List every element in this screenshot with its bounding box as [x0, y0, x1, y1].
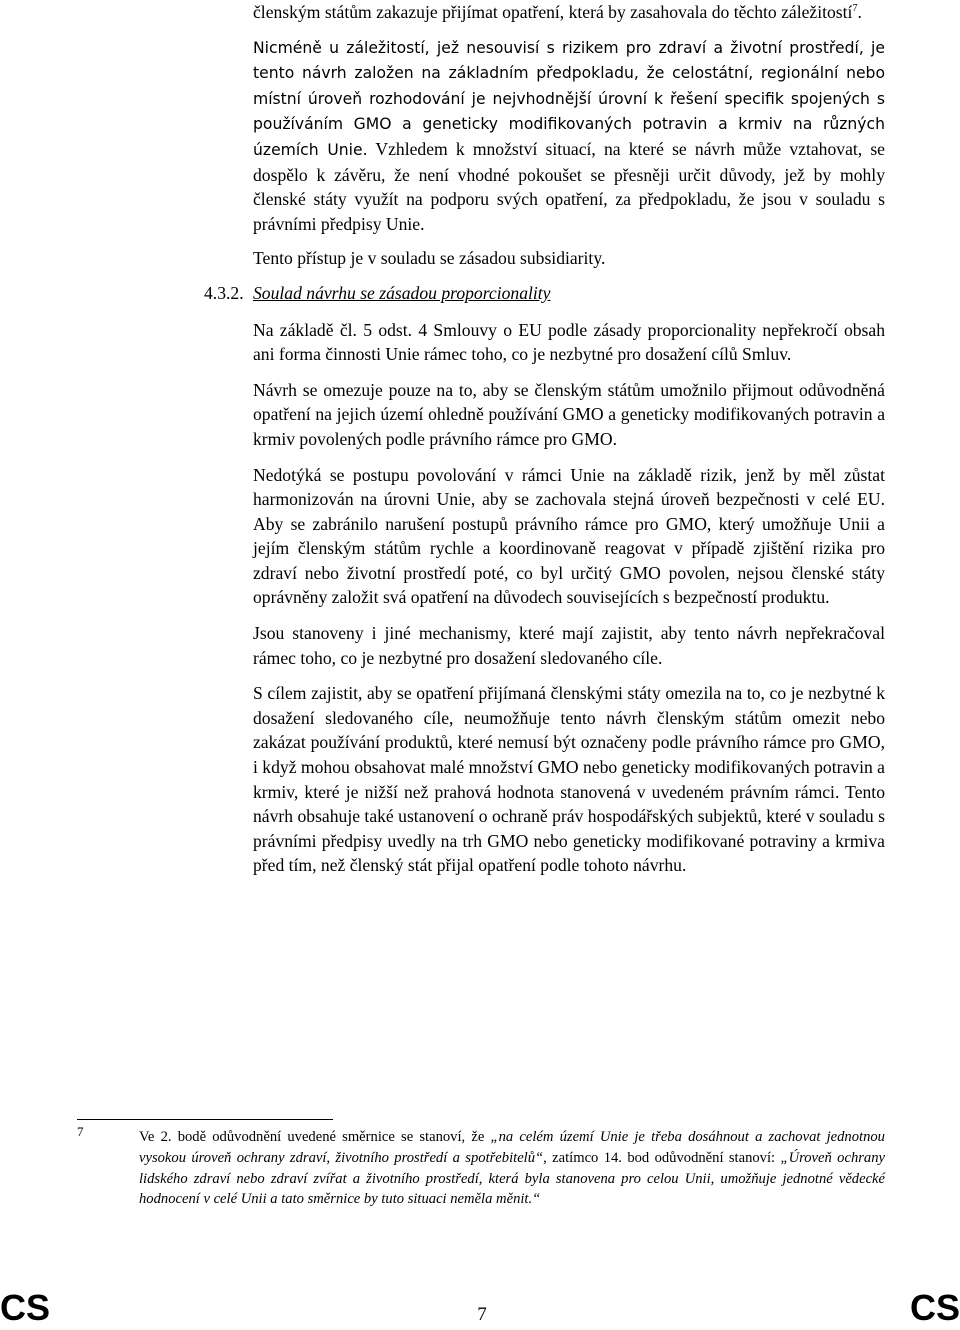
footnote-ref[interactable]: 7	[852, 3, 858, 15]
section-heading	[204, 281, 885, 306]
footer-language-right: CS	[909, 1287, 960, 1328]
paragraph-proportionality-basis: Na základě čl. 5 odst. 4 Smlouvy o EU podle zásady proporcionality nepřekročí obsah ani forma činnosti Unie rámec toho, co je nezbytné pro dosažení cílů Smluv.	[253, 319, 885, 365]
paragraph-subsidiarity-part1: Nicméně u záležitostí, jež nesouvisí s rizikem pro zdraví a životní prostředí, je tento návrh založen na základním předpokladu, že celostátní, regionální nebo místní úroveň rozhodování je nejvhodnější úrovní k řešení specifik spojených s používáním GMO a geneticky modifikovaných potravin a krmiv na různých územích Unie.	[253, 38, 885, 159]
paragraph-mechanisms: Jsou stanoveny i jiné mechanismy, které mají zajistit, aby tento návrh nepřekračoval rámec toho, co je nezbytné pro dosažení sledovaného cíle.	[253, 623, 885, 668]
paragraph-subsidiarity-conclusion: Tento přístup je v souladu se zásadou subsidiarity.	[253, 248, 606, 269]
section-number: 4.3.2.	[204, 282, 244, 303]
paragraph-measures: S cílem zajistit, aby se opatření přijímaná členskými státy omezila na to, co je nezbytné k dosažení sledovaného cíle, neumožňuje tento návrh členským státům omezit nebo zakázat používání produktů, které nemusí být označeny podle právního rámce pro GMO, i když mohou obsahovat malé množství GMO nebo geneticky modifikovaných potravin a krmiv, které je nižší než prahová hodnota stanovená v uvedeném právním rámci. Tento návrh obsahuje také ustanovení o ochraně práv hospodářských subjektů, které v souladu s právními předpisy uvedly na trh GMO nebo geneticky modifikované potraviny a krmiva před tím, než členský stát přijal opatření podle tohoto návrhu.	[253, 683, 885, 876]
footnote-text: Ve 2. bodě odůvodnění uvedené směrnice se stanoví, že „na celém území Unie je třeba dosáhnout a zachovat jednotnou vysokou úroveň ochrany zdraví, životního prostředí a spotřebitelů“, zatímco 14. bod odůvodnění stanoví: „Úroveň ochrany lidského zdraví nebo zdraví zvířat a životního prostředí, která byla stanovena pro celou Unii, umožňuje jednotné vědecké hodnocení v celé Unii a tato směrnice by tuto situaci neměla měnit.“	[139, 1129, 885, 1208]
paragraph-subsidiarity-part2: Vzhledem k množství situací, na které se návrh může vztahovat, se dospělo k závěru, že není vhodné pokoušet se přesněji určit důvody, jež by mohly členské státy využít na podporu svých opatření, za předpokladu, že jsou v souladu s právními předpisy Unie.	[253, 138, 885, 234]
paragraph-continued: členským státům zakazuje přijímat opatření, která by zasahovala do těchto záležitostí$^7$.	[253, 2, 862, 22]
footer-language-left: CS	[0, 1287, 51, 1328]
main-text	[204, 0, 885, 878]
paragraph-subsidiarity	[253, 35, 885, 237]
paragraph-proposal-scope: Návrh se omezuje pouze na to, aby se členským státům umožnilo přijmout odůvodněná opatření na jejich území ohledně používání GMO a geneticky modifikovaných potravin a krmiv povolených podle právního rámce pro GMO.	[253, 379, 885, 449]
footnote-quote-1: „na celém území Unie je třeba dosáhnout a zachovat jednotnou vysokou úroveň ochrany zdraví, životního prostředí a spotřebitelů“	[139, 1129, 885, 1166]
footnote-separator	[77, 1119, 333, 1120]
footnote-number: 7	[77, 1124, 84, 1139]
page-number: 7	[477, 1304, 487, 1325]
paragraph-authorisation: Nedotýká se postupu povolování v rámci Unie na základě rizik, jenž by měl zůstat harmonizován na úrovni Unie, aby se zachovala stejná úroveň bezpečnosti v celé EU. Aby se zabránilo narušení postupů právního rámce pro GMO, který umožňuje Unii a jejím členským státům rychle a koordinovaně reagovat v případě zjištění rizika pro zdraví nebo životní prostředí poté, co byl určitý GMO povolen, nejsou členské státy oprávněny založit svá opatření na důvodech souvisejících s bezpečností produktu.	[253, 464, 885, 608]
section-title: Soulad návrhu se zásadou proporcionality	[253, 282, 551, 303]
footnote-quote-2: „Úroveň ochrany lidského zdraví nebo zdraví zvířat a životního prostředí, která byla stanovena pro celou Unii, umožňuje jednotné vědecké hodnocení v celé Unii a tato směrnice by tuto situaci neměla měnit.“	[139, 1149, 885, 1208]
